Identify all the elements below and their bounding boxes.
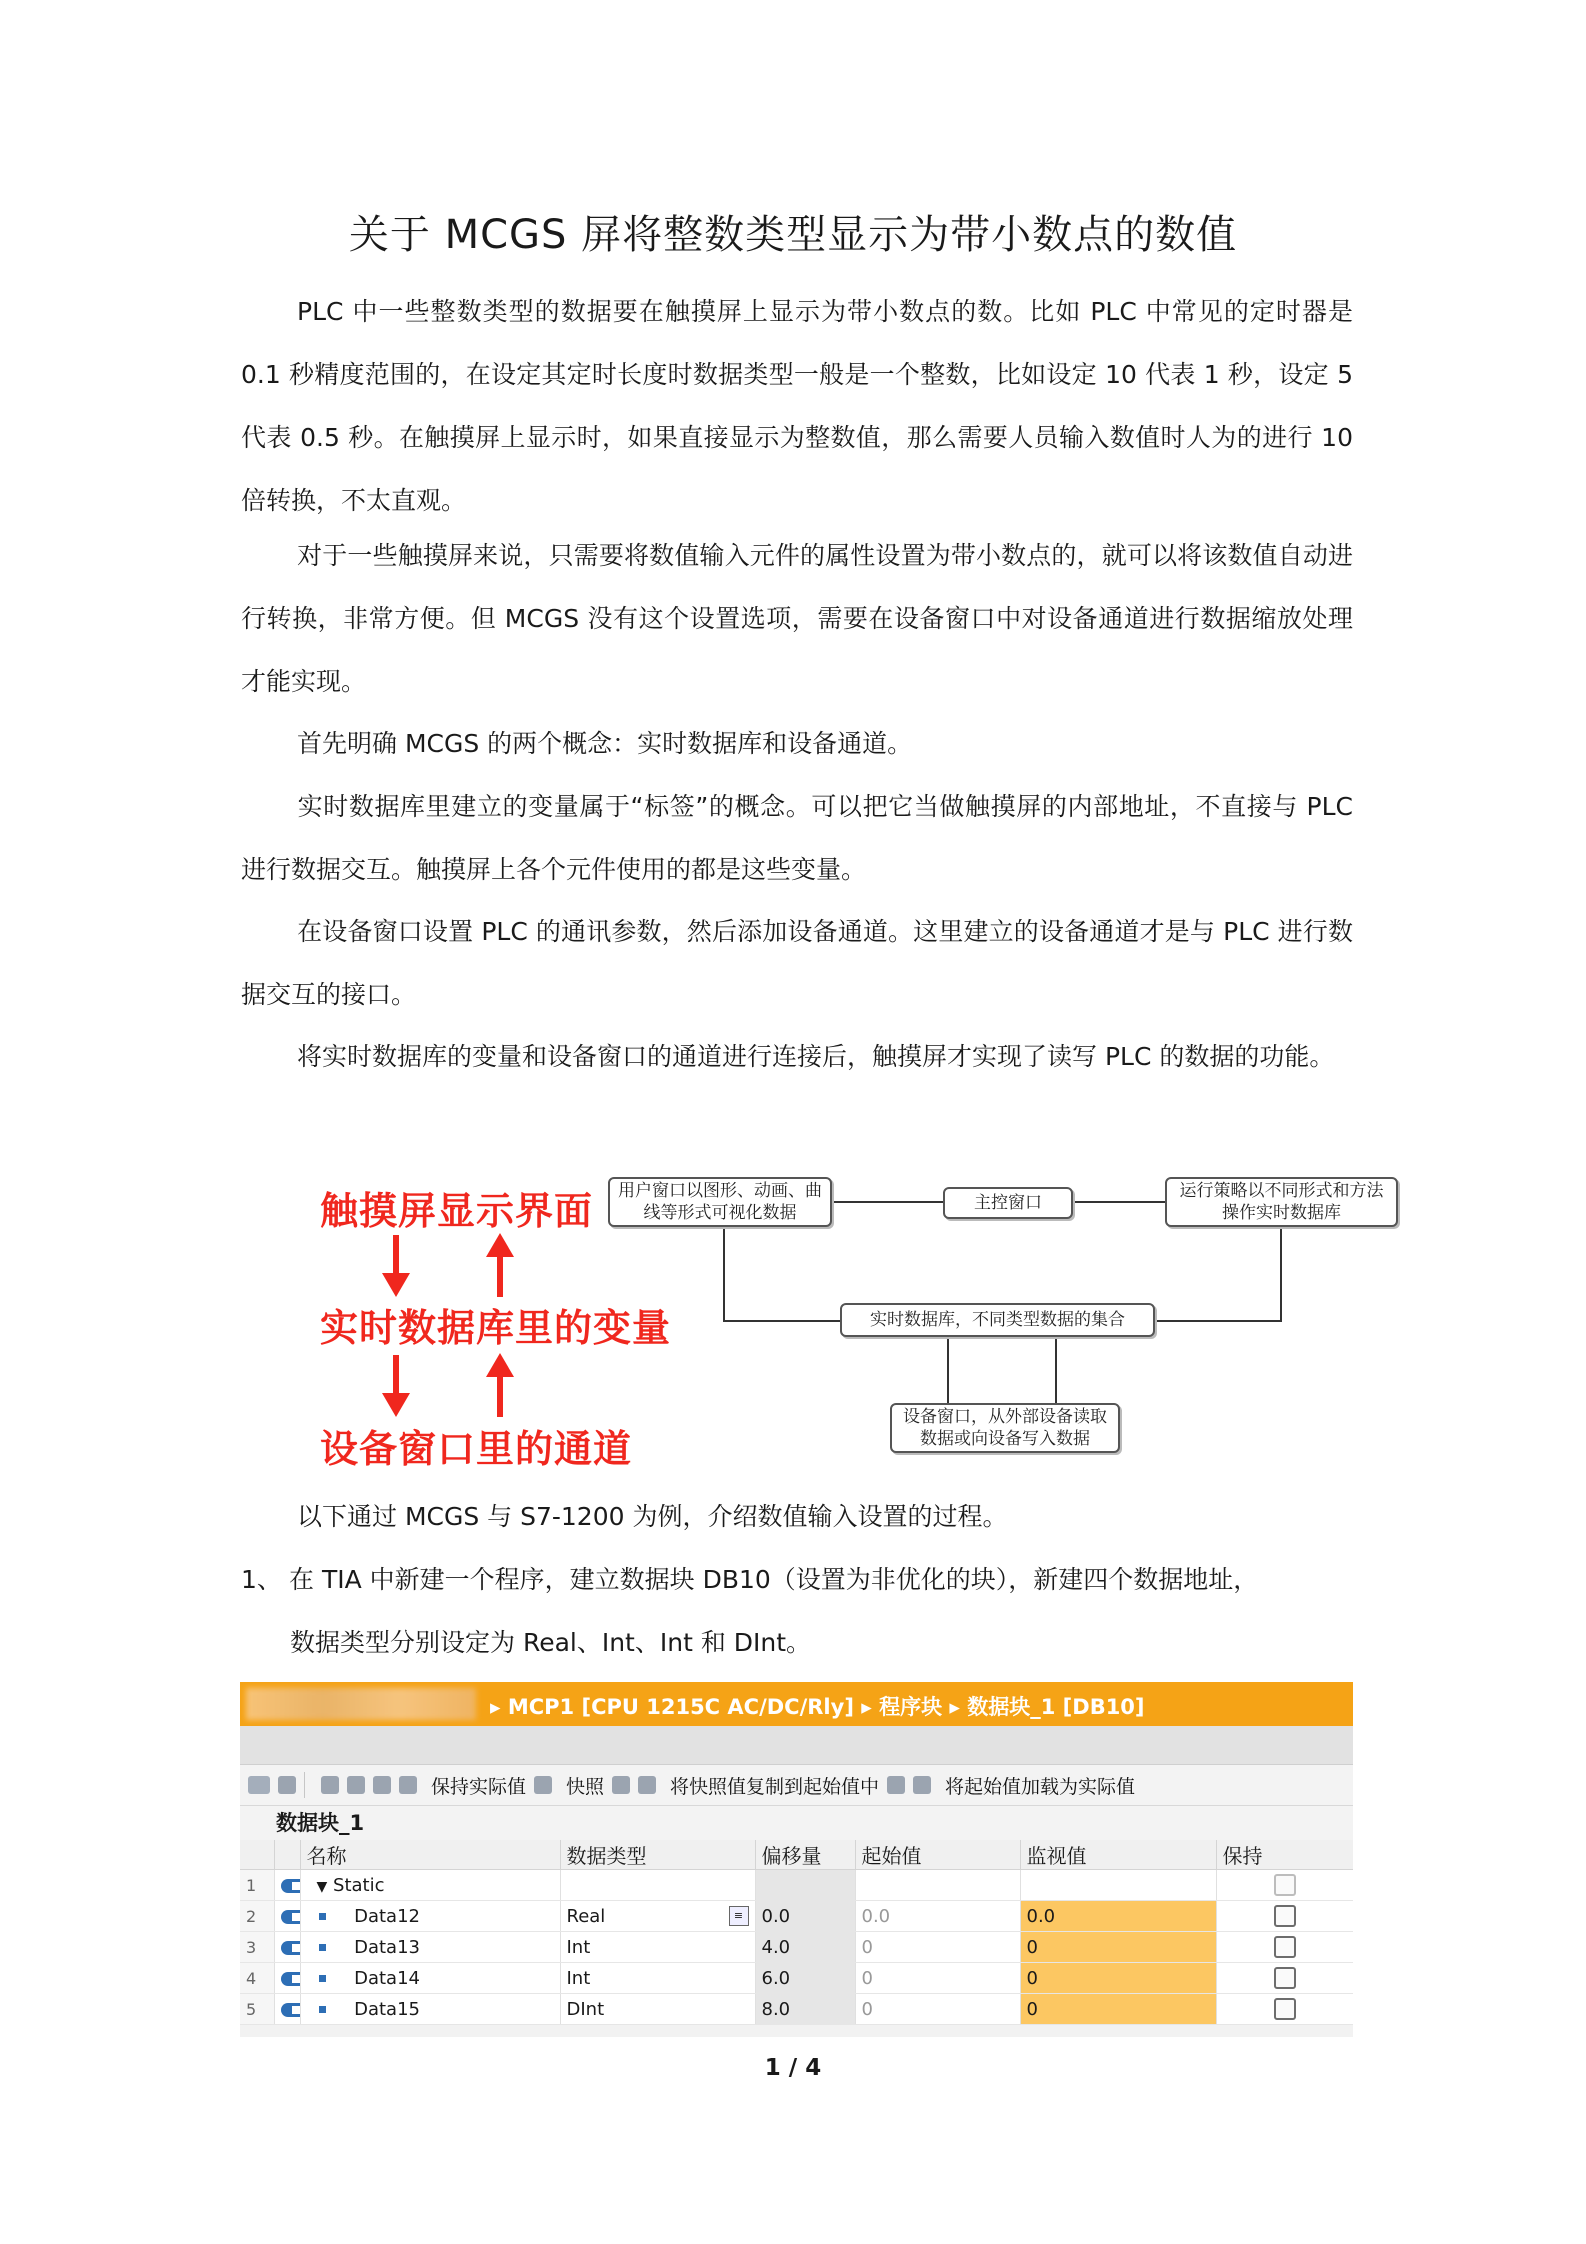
- copy-snapshot-button[interactable]: 将快照值复制到起始值中: [670, 1775, 880, 1798]
- retain-checkbox[interactable]: [1274, 1874, 1296, 1896]
- row-monitor: 0: [1020, 1963, 1216, 1994]
- retain-checkbox[interactable]: [1274, 1936, 1296, 1958]
- keep-actual-values-button[interactable]: 保持实际值: [431, 1775, 527, 1798]
- label-database-variables: 实时数据库里的变量: [320, 1306, 672, 1350]
- tag-icon: [281, 1972, 301, 1986]
- step-1-line1: 在 TIA 中新建一个程序，建立数据块 DB10（设置为非优化的块），新建四个数据地址，: [289, 1565, 1259, 1594]
- header-name[interactable]: 名称: [300, 1840, 560, 1870]
- row-type[interactable]: Int: [560, 1963, 755, 1994]
- row-type[interactable]: DInt: [560, 1994, 755, 2025]
- row-offset: [755, 1870, 855, 1901]
- toolbar-separator: [304, 1772, 305, 1798]
- tia-breadcrumb: ▸ MCP1 [CPU 1215C AC/DC/Rly] ▸ 程序块 ▸ 数据块_1 [DB10]: [490, 1695, 1145, 1719]
- arrowhead-up-1: [486, 1233, 514, 1257]
- arrow-down-1: [393, 1235, 399, 1275]
- row-tag-icon-cell: [274, 1963, 300, 1994]
- example-intro: [241, 1485, 1353, 1548]
- row-name-cell[interactable]: [300, 1901, 560, 1932]
- row-offset: 0.0: [755, 1901, 855, 1932]
- copy-icon[interactable]: [612, 1776, 630, 1794]
- label-touchscreen-ui: 触摸屏显示界面: [320, 1189, 594, 1233]
- load-start-values-button[interactable]: 将起始值加载为实际值: [945, 1775, 1136, 1798]
- row-retain-cell[interactable]: [1216, 1901, 1353, 1932]
- tia-screenshot: [240, 1682, 1353, 2037]
- row-retain-cell[interactable]: [1216, 1932, 1353, 1963]
- collapse-triangle-icon[interactable]: ▼: [316, 1878, 328, 1895]
- load-icon[interactable]: [887, 1776, 905, 1794]
- paragraph-2: [241, 524, 1353, 713]
- row-name: Data15: [354, 1998, 420, 2020]
- row-name: Data13: [354, 1936, 420, 1958]
- paragraph-5-text: 在设备窗口设置 PLC 的通讯参数，然后添加设备通道。这里建立的设备通道才是与 PLC 进行数据交互的接口。: [241, 917, 1353, 1009]
- row-start[interactable]: [855, 1870, 1020, 1901]
- element-bullet-icon: [319, 1944, 326, 1951]
- table-header-row: [240, 1840, 1353, 1870]
- paragraph-6: [241, 1025, 1353, 1088]
- row-start[interactable]: 0: [855, 1932, 1020, 1963]
- retain-checkbox[interactable]: [1274, 1998, 1296, 2020]
- row-tag-icon-cell: [274, 1901, 300, 1932]
- row-name: Static: [333, 1874, 385, 1896]
- paragraph-1-text: PLC 中一些整数类型的数据要在触摸屏上显示为带小数点的数。比如 PLC 中常见的定时器是 0.1 秒精度范围的，在设定其定时长度时数据类型一般是一个整数，比如设定 10 代表 1 秒，设定 5 代表 0.5 秒。在触摸屏上显示时，如果直接显示为整数值，那么需要人员输入数值时人为的进行 10 倍转换，不太直观。: [241, 297, 1353, 515]
- header-offset[interactable]: 偏移量: [755, 1840, 855, 1870]
- blurred-project-name: [246, 1688, 476, 1720]
- line-strategy-down: [1280, 1227, 1282, 1322]
- table-row[interactable]: [240, 1870, 1353, 1901]
- box-realtime-database: 实时数据库，不同类型数据的集合: [840, 1303, 1155, 1337]
- table-row[interactable]: [240, 1901, 1353, 1932]
- row-number: 2: [240, 1901, 274, 1932]
- tia-data-table: [240, 1840, 1353, 2025]
- box-main-window: 主控窗口: [943, 1187, 1073, 1219]
- row-name-cell[interactable]: [300, 1870, 560, 1901]
- insert-row-icon[interactable]: [248, 1776, 270, 1794]
- tag-icon: [281, 1941, 301, 1955]
- expand-icon[interactable]: [321, 1776, 339, 1794]
- step-1: [241, 1548, 1353, 1611]
- snapshot-button[interactable]: 快照: [566, 1775, 605, 1798]
- header-icon: [274, 1840, 300, 1870]
- tia-title-bar: [240, 1682, 1353, 1726]
- type-picker-icon[interactable]: ≡: [729, 1906, 749, 1926]
- line-user-to-db: [723, 1320, 843, 1322]
- row-name-cell[interactable]: [300, 1994, 560, 2025]
- row-start[interactable]: 0.0: [855, 1901, 1020, 1932]
- header-retain[interactable]: 保持: [1216, 1840, 1353, 1870]
- header-monitor-value[interactable]: 监视值: [1020, 1840, 1216, 1870]
- load-all-icon[interactable]: [913, 1776, 931, 1794]
- arrow-up-2: [497, 1377, 503, 1417]
- line-user-down: [723, 1227, 725, 1322]
- header-start-value[interactable]: 起始值: [855, 1840, 1020, 1870]
- row-name-cell[interactable]: [300, 1932, 560, 1963]
- paragraph-2-text: 对于一些触摸屏来说，只需要将数值输入元件的属性设置为带小数点的，就可以将该数值自动进行转换，非常方便。但 MCGS 没有这个设置选项，需要在设备窗口中对设备通道进行数据缩放处理才能实现。: [241, 541, 1353, 696]
- snapshot-icon[interactable]: [534, 1776, 552, 1794]
- copy-all-icon[interactable]: [638, 1776, 656, 1794]
- line-db-to-strategy: [1152, 1320, 1282, 1322]
- row-offset: 4.0: [755, 1932, 855, 1963]
- header-datatype[interactable]: 数据类型: [560, 1840, 755, 1870]
- paragraph-4: [241, 775, 1353, 901]
- row-monitor: [1020, 1870, 1216, 1901]
- row-name: Data14: [354, 1967, 420, 1989]
- arrowhead-down-1: [382, 1273, 410, 1297]
- arrowhead-up-2: [486, 1353, 514, 1377]
- row-monitor: 0: [1020, 1994, 1216, 2025]
- line-db-to-device: [947, 1335, 949, 1405]
- row-offset: 8.0: [755, 1994, 855, 2025]
- arrow-up-1: [497, 1257, 503, 1297]
- tag-icon: [281, 1879, 301, 1893]
- step-1-continuation: 数据类型分别设定为 Real、Int、Int 和 DInt。: [290, 1628, 812, 1657]
- row-number: 1: [240, 1870, 274, 1901]
- collapse-icon[interactable]: [347, 1776, 365, 1794]
- line-device-to-db: [1055, 1335, 1057, 1405]
- paragraph-6-text: 将实时数据库的变量和设备窗口的通道进行连接后，触摸屏才实现了读写 PLC 的数据的功能。: [297, 1042, 1335, 1071]
- element-bullet-icon: [319, 1913, 326, 1920]
- add-row-icon[interactable]: [278, 1776, 296, 1794]
- row-number: 5: [240, 1994, 274, 2025]
- row-offset: 6.0: [755, 1963, 855, 1994]
- header-rownum: [240, 1840, 274, 1870]
- paragraph-5: [241, 900, 1353, 1026]
- line-user-to-main: [830, 1201, 945, 1203]
- row-monitor: 0.0: [1020, 1901, 1216, 1932]
- row-number: 3: [240, 1932, 274, 1963]
- tia-tab-strip: [240, 1726, 1353, 1765]
- box-strategy: 运行策略以不同形式和方法操作实时数据库: [1165, 1177, 1398, 1227]
- row-name-cell[interactable]: [300, 1963, 560, 1994]
- row-name: Data12: [354, 1905, 420, 1927]
- table-row[interactable]: [240, 1963, 1353, 1994]
- arrow-down-2: [393, 1355, 399, 1395]
- row-type-cell[interactable]: [560, 1901, 755, 1932]
- tag-icon: [281, 2003, 301, 2017]
- list-icon[interactable]: [373, 1776, 391, 1794]
- box-device-window: 设备窗口，从外部设备读取数据或向设备写入数据: [890, 1403, 1120, 1453]
- row-retain-cell[interactable]: [1216, 1994, 1353, 2025]
- box-user-window: 用户窗口以图形、动画、曲线等形式可视化数据: [608, 1177, 832, 1227]
- element-bullet-icon: [319, 2006, 326, 2013]
- page-number: 1 / 4: [764, 2055, 822, 2081]
- element-bullet-icon: [319, 1975, 326, 1982]
- step-1-number: 1、: [241, 1565, 282, 1594]
- paragraph-3: [241, 712, 1353, 775]
- paragraph-4-text: 实时数据库里建立的变量属于“标签”的概念。可以把它当做触摸屏的内部地址，不直接与 PLC 进行数据交互。触摸屏上各个元件使用的都是这些变量。: [241, 792, 1353, 884]
- row-start[interactable]: 0: [855, 1994, 1020, 2025]
- label-device-channels: 设备窗口里的通道: [320, 1427, 633, 1471]
- tia-toolbar: [240, 1765, 1353, 1806]
- tia-block-name: 数据块_1: [240, 1806, 1353, 1840]
- monitor-icon[interactable]: [399, 1776, 417, 1794]
- row-tag-icon-cell: [274, 1994, 300, 2025]
- row-retain-cell[interactable]: [1216, 1963, 1353, 1994]
- row-tag-icon-cell: [274, 1870, 300, 1901]
- retain-checkbox[interactable]: [1274, 1905, 1296, 1927]
- paragraph-1: [241, 280, 1353, 532]
- row-monitor: 0: [1020, 1932, 1216, 1963]
- arrowhead-down-2: [382, 1393, 410, 1417]
- retain-checkbox[interactable]: [1274, 1967, 1296, 1989]
- row-retain-cell[interactable]: [1216, 1870, 1353, 1901]
- row-type: Real: [566, 1905, 606, 1927]
- row-start[interactable]: 0: [855, 1963, 1020, 1994]
- concept-diagram: [310, 1175, 1410, 1470]
- example-intro-text: 以下通过 MCGS 与 S7-1200 为例，介绍数值输入设置的过程。: [297, 1502, 1008, 1531]
- tag-icon: [281, 1910, 301, 1924]
- row-type[interactable]: Int: [560, 1932, 755, 1963]
- table-row[interactable]: [240, 1994, 1353, 2025]
- document-title: 关于 MCGS 屏将整数类型显示为带小数点的数值: [348, 212, 1238, 258]
- row-tag-icon-cell: [274, 1932, 300, 1963]
- row-type[interactable]: [560, 1870, 755, 1901]
- paragraph-3-text: 首先明确 MCGS 的两个概念：实时数据库和设备通道。: [297, 729, 913, 758]
- table-row[interactable]: [240, 1932, 1353, 1963]
- row-number: 4: [240, 1963, 274, 1994]
